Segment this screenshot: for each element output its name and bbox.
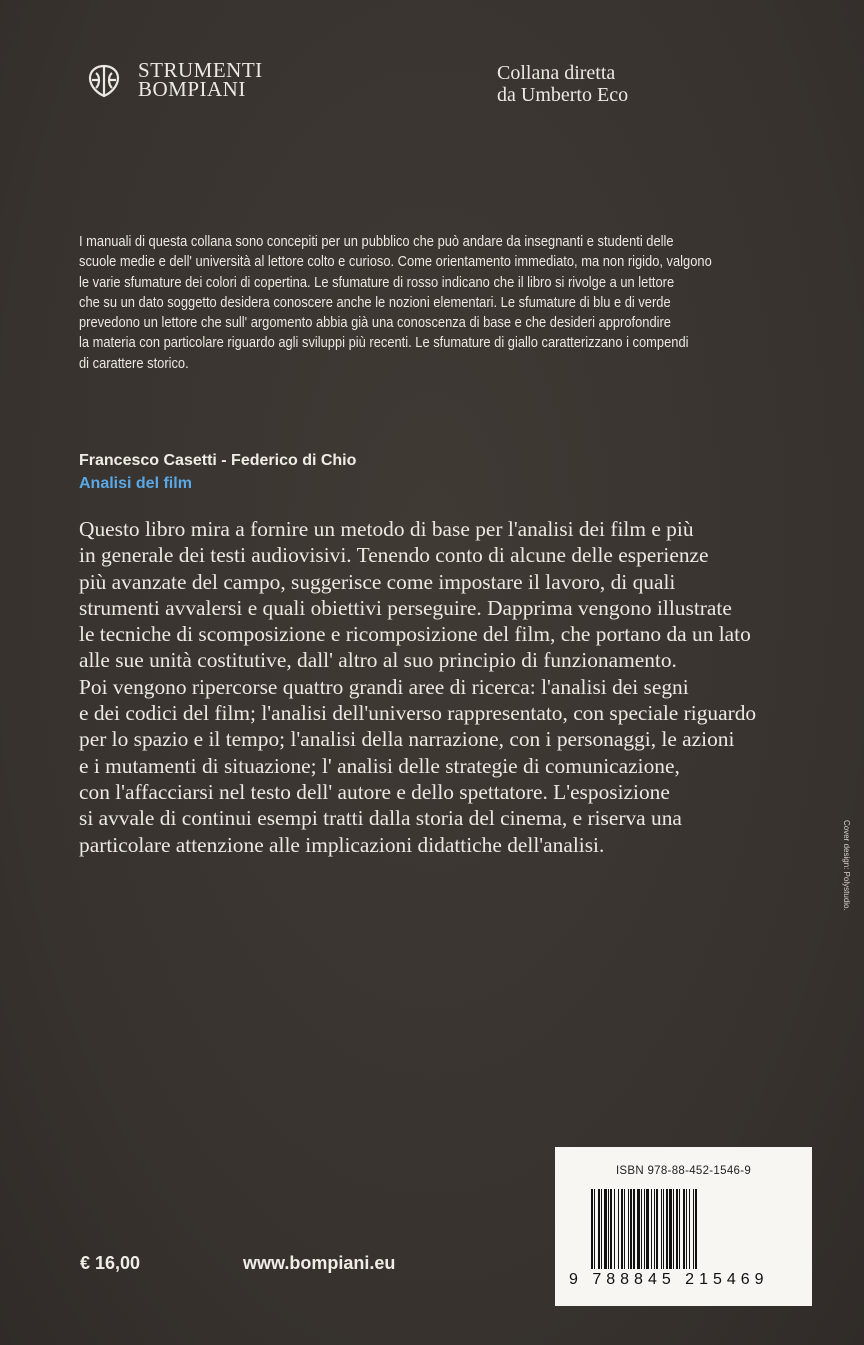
intro-line: di carattere storico.	[79, 354, 189, 372]
cover-design-credit: Cover design: Polystudio.	[842, 820, 851, 911]
logo-line-strumenti: STRUMENTI	[138, 58, 263, 82]
blurb-line: si avvale di continui esempi tratti dalla storia del cinema, e riserva una	[79, 806, 682, 831]
intro-line: I manuali di questa collana sono concepiti per un pubblico che può andare da insegnanti e studenti delle	[79, 233, 674, 250]
barcode-bars	[591, 1189, 787, 1279]
blurb-line: in generale dei testi audiovisivi. Tenendo conto di alcune delle esperienze	[79, 543, 709, 568]
blurb-line: le tecniche di scomposizione e ricomposizione del film, che portano da un lato	[79, 622, 751, 647]
intro-line: scuole medie e dell' università al lettore colto e curioso. Come orientamento immediato, ma non rigido, valgono	[79, 253, 712, 271]
intro-line: prevedono un lettore che sull' argomento abbia già una conoscenza di base e che desideri approfondire	[79, 314, 671, 332]
blurb-line: strumenti avvalersi e quali obiettivi perseguire. Dapprima vengono illustrate	[79, 595, 732, 620]
intro-line: che su un dato soggetto desidera conoscere anche le nozioni elementari. Le sfumature di blu e di verde	[79, 293, 671, 311]
bompiani-emblem-icon	[84, 60, 124, 100]
blurb-line: Questo libro mira a fornire un metodo di base per l'analisi dei film e più	[79, 517, 694, 541]
series-intro-paragraph	[79, 232, 789, 374]
book-authors: Francesco Casetti - Federico di Chio	[79, 452, 357, 469]
blurb-line: particolare attenzione alle implicazioni didattiche dell'analisi.	[79, 832, 605, 857]
book-blurb	[79, 516, 819, 858]
intro-line: le varie sfumature dei colori di copertina. Le sfumature di rosso indicano che il libro si rivolge a un lettore	[79, 273, 675, 291]
publisher-logo	[84, 60, 263, 100]
intro-line: la materia con particolare riguardo agli sviluppi più recenti. Le sfumature di giallo caratterizzano i compendi	[79, 334, 689, 352]
logo-line-bompiani: BOMPIANI	[138, 77, 246, 101]
barcode-digits: 9 788845 215469	[569, 1271, 769, 1288]
isbn-barcode	[555, 1147, 812, 1306]
price: € 16,00	[80, 1253, 141, 1273]
series-line: Collana diretta	[497, 62, 616, 84]
book-title: Analisi del film	[79, 475, 192, 492]
blurb-line: alle sue unità costitutive, dall' altro al suo principio di funzionamento.	[79, 648, 677, 673]
blurb-line: per lo spazio e il tempo; l'analisi della narrazione, con i personaggi, le azioni	[79, 727, 735, 752]
blurb-line: con l'affacciarsi nel testo dell' autore e dello spettatore. L'esposizione	[79, 779, 670, 804]
series-line: da Umberto Eco	[497, 84, 629, 106]
blurb-line: Poi vengono ripercorse quattro grandi aree di ricerca: l'analisi dei segni	[79, 674, 689, 699]
publisher-website-link[interactable]: www.bompiani.eu	[243, 1253, 396, 1273]
blurb-line: e dei codici del film; l'analisi dell'universo rappresentato, con speciale riguardo	[79, 701, 757, 726]
blurb-line: e i mutamenti di situazione; l' analisi delle strategie di comunicazione,	[79, 753, 680, 778]
isbn-label: ISBN 978-88-452-1546-9	[615, 1165, 752, 1177]
series-editor-note	[497, 62, 628, 106]
blurb-line: più avanzate del campo, suggerisce come impostare il lavoro, di quali	[79, 569, 676, 594]
